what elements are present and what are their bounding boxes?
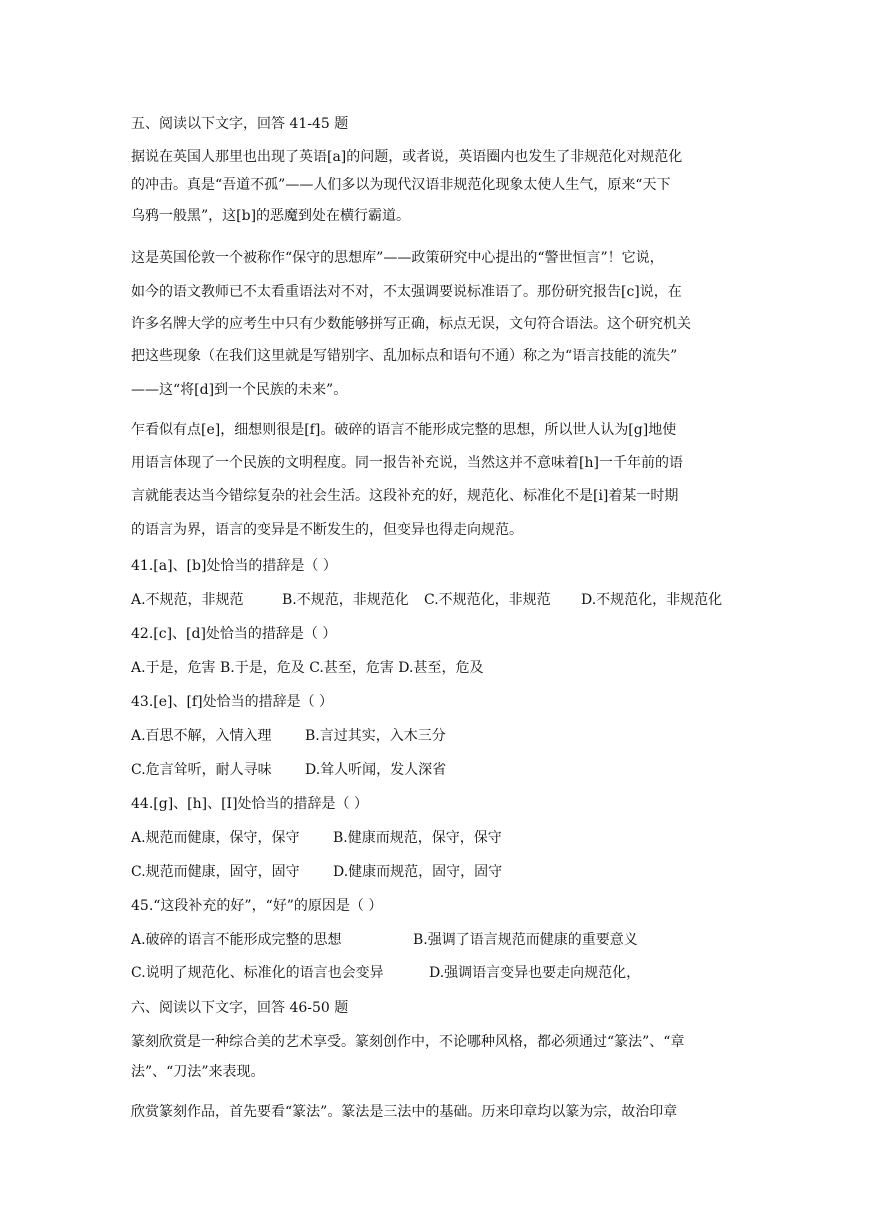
- section5-p1-line2: 的冲击。真是“吾道不孤”——人们多以为现代汉语非规范化现象太使人生气，原来“天下: [131, 177, 671, 193]
- section5-p2-line4: 把这些现象（在我们这里就是写错别字、乱加标点和语句不通）称之为“语言技能的流失”: [131, 348, 678, 364]
- q45-option-d: D.强调语言变异也要走向规范化，: [429, 965, 641, 981]
- section5-p3-line3: 言就能表达当今错综复杂的社会生活。这段补充的好，规范化、标准化不是[i]着某一时期: [131, 488, 679, 504]
- section6-p2-line1: 欣赏篆刻作品，首先要看“篆法”。篆法是三法中的基础。历来印章均以篆为宗，故治印章: [131, 1104, 678, 1120]
- q43-option-b: B.言过其实，入木三分: [305, 728, 446, 744]
- q42-stem: 42.[c]、[d]处恰当的措辞是（ ）: [131, 626, 337, 642]
- section5-p3-line2: 用语言体现了一个民族的文明程度。同一报告补充说，当然这并不意味着[h]一千年前的语: [131, 455, 683, 471]
- section5-p3-line4: 的语言为界，语言的变异是不断发生的，但变异也得走向规范。: [131, 522, 523, 538]
- q45-option-c: C.说明了规范化、标准化的语言也会变异: [131, 965, 384, 981]
- q45-option-b: B.强调了语言规范而健康的重要意义: [413, 932, 638, 948]
- q45-option-a: A.破碎的语言不能形成完整的思想: [131, 932, 342, 948]
- q43-option-d: D.耸人听闻，发人深省: [305, 762, 447, 778]
- section6-heading: 六、阅读以下文字，回答 46-50 题: [131, 1000, 349, 1016]
- q41-option-d: D.不规范化，非规范化: [581, 592, 723, 608]
- q44-option-c: C.规范而健康，固守，固守: [131, 864, 300, 880]
- section5-p2-line2: 如今的语文教师已不太看重语法对不对，不太强调要说标准语了。那份研究报告[c]说，在: [131, 284, 682, 300]
- q43-stem: 43.[e]、[f]处恰当的措辞是（ ）: [131, 694, 334, 710]
- section5-p2-line1: 这是英国伦敦一个被称作“保守的思想库”——政策研究中心提出的“警世恒言”！它说，: [131, 250, 664, 266]
- q41-option-b: B.不规范，非规范化: [282, 592, 409, 608]
- q44-option-d: D.健康而规范，固守，固守: [333, 864, 503, 880]
- q41-option-a: A.不规范，非规范: [131, 592, 244, 608]
- q43-option-a: A.百思不解，入情入理: [131, 728, 272, 744]
- section5-p1-line3: 乌鸦一般黑”，这[b]的恶魔到处在横行霸道。: [131, 208, 411, 224]
- section5-p2-line3: 许多名牌大学的应考生中只有少数能够拼写正确，标点无误，文句符合语法。这个研究机关: [131, 316, 691, 332]
- q42-options: A.于是，危害 B.于是，危及 C.甚至，危害 D.甚至，危及: [131, 660, 484, 676]
- section5-p1-line1: 据说在英国人那里也出现了英语[a]的问题，或者说，英语圈内也发生了非规范化对规范化: [131, 149, 683, 165]
- section6-p1-line1: 篆刻欣赏是一种综合美的艺术享受。篆刻创作中，不论哪种风格，都必须通过“篆法”、“章: [131, 1034, 685, 1050]
- section5-p3-line1: 乍看似有点[e]，细想则很是[f]。破碎的语言不能形成完整的思想，所以世人认为[g]地使: [131, 422, 677, 438]
- q44-option-b: B.健康而规范，保守，保守: [333, 830, 502, 846]
- q41-option-c: C.不规范化，非规范: [424, 592, 551, 608]
- section5-heading: 五、阅读以下文字，回答 41-45 题: [131, 116, 349, 132]
- section5-p2-line5: ——这“将[d]到一个民族的未来”。: [131, 382, 348, 398]
- q44-option-a: A.规范而健康，保守，保守: [131, 830, 300, 846]
- q41-stem: 41.[a]、[b]处恰当的措辞是（ ）: [131, 558, 337, 574]
- q44-stem: 44.[g]、[h]、[I]处恰当的措辞是（ ）: [131, 796, 368, 812]
- section6-p1-line2: 法”、“刀法”来表现。: [131, 1064, 265, 1080]
- q43-option-c: C.危言耸听，耐人寻味: [131, 762, 272, 778]
- q45-stem: 45.“这段补充的好”，“好”的原因是（ ）: [131, 898, 383, 914]
